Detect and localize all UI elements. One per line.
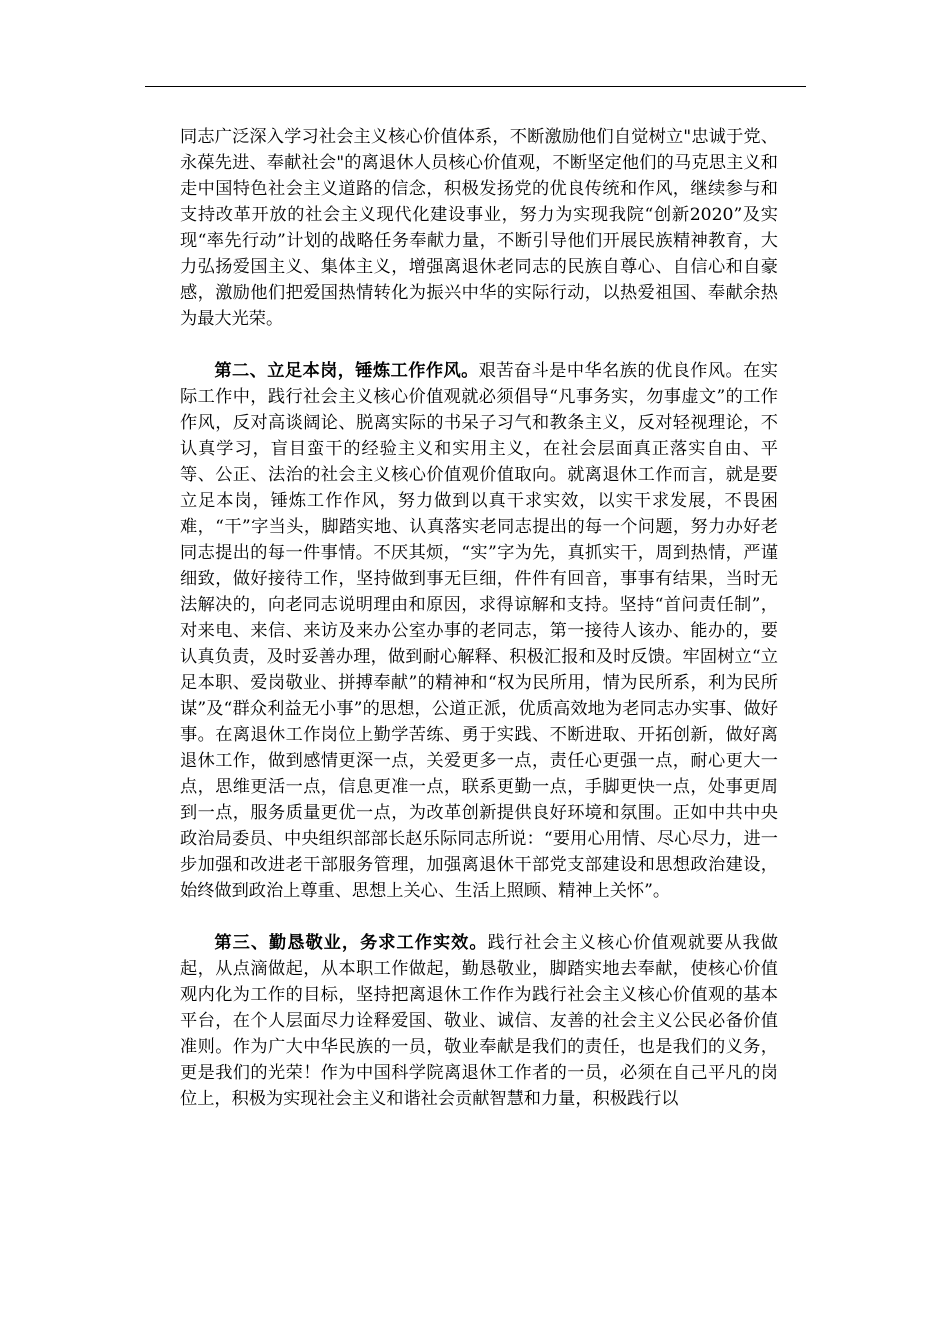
section-heading-three: 第三、勤恳敬业，务求工作实效。 xyxy=(214,933,488,953)
paragraph-text: 践行社会主义核心价值观就要从我做起，从点滴做起，从本职工作做起，勤恳敬业，脚踏实地去奉献，使核心价值观内化为工作的目标，坚持把离退休工作作为践行社会主义核心价值观的基本平台，在个人层面尽力诠释爱国、敬业、诚信、友善的社会主义公民必备价值准则。作为广大中华民族的一员，敬业奉献是我们的责任，也是我们的义务，更是我们的光荣！作为中国科学院离退休工作者的一员，必须在自己平凡的岗位上，积极为实现社会主义和谐社会贡献智慧和力量，积极践行以 xyxy=(180,933,778,1109)
document-body xyxy=(180,124,778,1112)
section-heading-two: 第二、立足本岗，锤炼工作作风。 xyxy=(214,361,479,381)
paragraph-text: 同志广泛深入学习社会主义核心价值体系，不断激励他们自觉树立"忠诚于党、永葆先进、奉献社会"的离退休人员核心价值观，不断坚定他们的马克思主义和走中国特色社会主义道路的信念，积极发扬党的优良传统和作风，继续参与和支持改革开放的社会主义现代化建设事业，努力为实现我院“创新2020”及实现“率先行动”计划的战略任务奉献力量，不断引导他们开展民族精神教育，大力弘扬爱国主义、集体主义，增强离退休老同志的民族自尊心、自信心和自豪感，激励他们把爱国热情转化为振兴中华的实际行动，以热爱祖国、奉献余热为最大光荣。 xyxy=(180,127,778,329)
paragraph-section-three xyxy=(180,930,778,1112)
paragraph-section-two xyxy=(180,358,778,904)
paragraph-continued xyxy=(180,124,778,332)
header-rule xyxy=(145,86,806,87)
paragraph-text: 艰苦奋斗是中华名族的优良作风。在实际工作中，践行社会主义核心价值观就必须倡导“凡事务实，勿事虚文”的工作作风，反对高谈阔论、脱离实际的书呆子习气和教条主义，反对轻视理论，不认真学习，盲目蛮干的经验主义和实用主义，在社会层面真正落实自由、平等、公正、法治的社会主义核心价值观价值取向。就离退休工作而言，就是要立足本岗，锤炼工作作风，努力做到以真干求实效，以实干求发展，不畏困难，“干”字当头，脚踏实地、认真落实老同志提出的每一个问题，努力办好老同志提出的每一件事情。不厌其烦，“实”字为先，真抓实干，周到热情，严谨细致，做好接待工作，坚持做到事无巨细，件件有回音，事事有结果，当时无法解决的，向老同志说明理由和原因，求得谅解和支持。坚持“首问责任制”，对来电、来信、来访及来办公室办事的老同志，第一接待人该办、能办的，要认真负责，及时妥善办理，做到耐心解释、积极汇报和及时反馈。牢固树立“立足本职、爱岗敬业、拼搏奉献”的精神和“权为民所用，情为民所系，利为民所谋”及“群众利益无小事”的思想，公道正派，优质高效地为老同志办实事、做好事。在离退休工作岗位上勤学苦练、勇于实践、不断进取、开拓创新，做好离退休工作，做到感情更深一点，关爱更多一点，责任心更强一点，耐心更大一点，思维更活一点，信息更准一点，联系更勤一点，手脚更快一点，处事更周到一点，服务质量更优一点，为改革创新提供良好环境和氛围。正如中共中央政治局委员、中央组织部部长赵乐际同志所说：“要用心用情、尽心尽力，进一步加强和改进老干部服务管理，加强离退休干部党支部建设和思想政治建设，始终做到政治上尊重、思想上关心、生活上照顾、精神上关怀”。 xyxy=(180,361,778,901)
